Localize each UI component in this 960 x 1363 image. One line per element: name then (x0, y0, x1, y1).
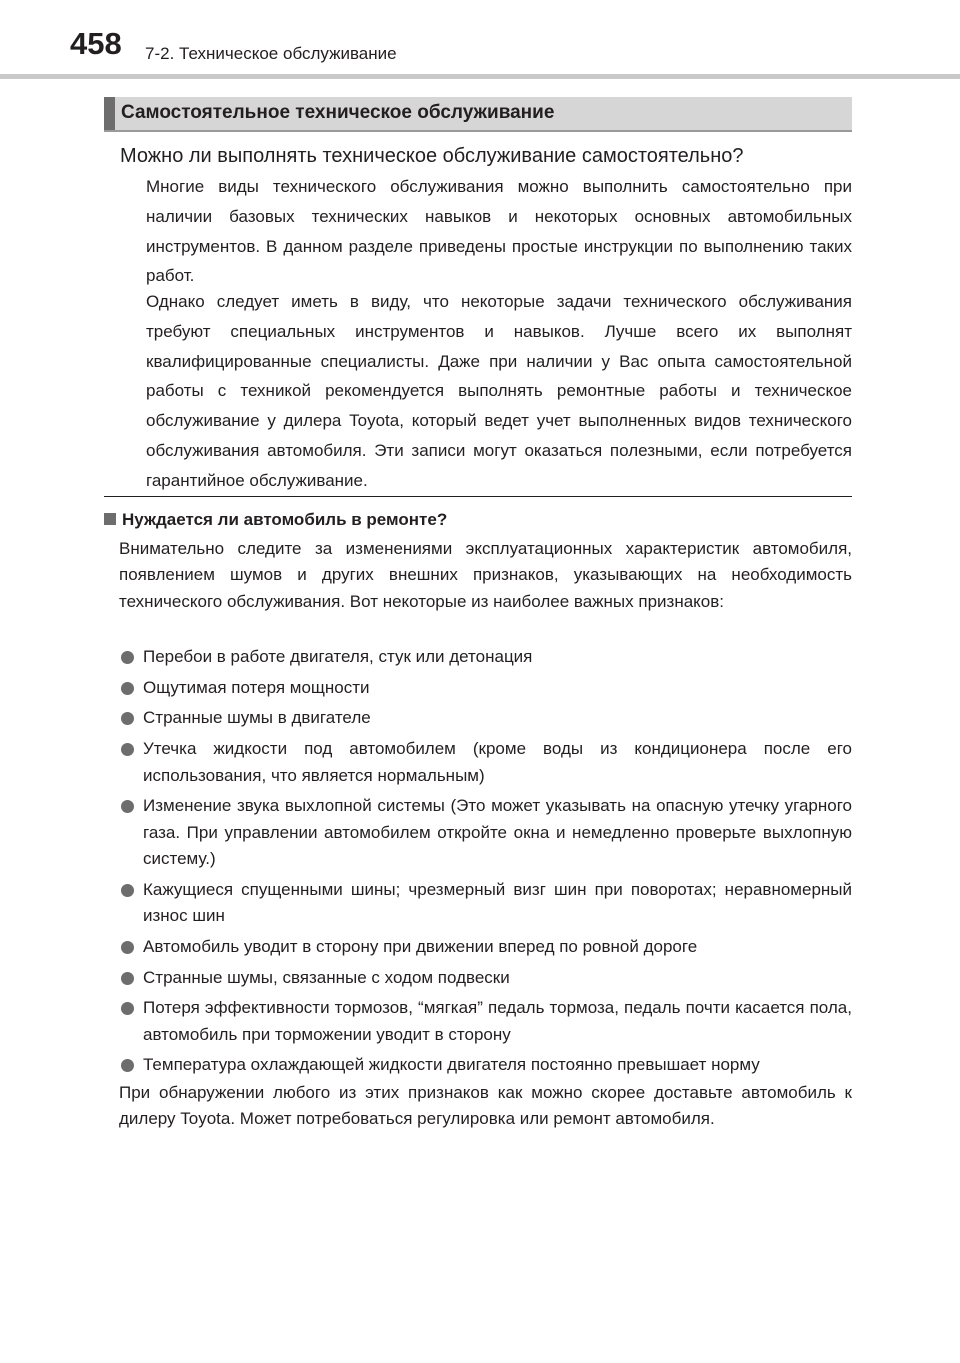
section-bar-marker (104, 97, 115, 130)
circle-bullet-icon (121, 712, 134, 725)
symptom-text: Температура охлаждающей жидкости двигателя постоянно превышает норму (143, 1055, 760, 1075)
symptom-text: Странные шумы в двигателе (143, 708, 371, 728)
chapter-title: 7-2. Техническое обслуживание (145, 44, 397, 63)
symptom-text: Утечка жидкости под автомобилем (кроме воды из кондиционера после его использования, что является нормальным) (143, 739, 852, 785)
circle-bullet-icon (121, 884, 134, 897)
symptom-text: Кажущиеся спущенными шины; чрезмерный визг шин при поворотах; неравномерный износ шин (143, 879, 852, 926)
section-title-bar (104, 97, 852, 132)
circle-bullet-icon (121, 1002, 134, 1015)
circle-bullet-icon (121, 800, 134, 813)
symptom-text: Потеря эффективности тормозов, “мягкая” педаль тормоза, педаль почти касается пола, автомобиль при торможении уводит в сторону (143, 998, 852, 1044)
intro-question: Можно ли выполнять техническое обслуживание самостоятельно? (120, 145, 744, 167)
page-header (0, 0, 960, 80)
intro-paragraph: Однако следует иметь в виду, что некоторые задачи технического обслуживания требуют специальных инструментов и навыков. Лучше всего их выполнят квалифицированные специалисты. Даже при наличии у Вас опыта самостоятельной работы с техникой рекомендуется выполнять ремонтные работы и техническое обслуживание у дилера Toyota, который ведет учет выполненных видов технического обслуживания автомобиля. Эти записи могут оказаться полезными, если потребуется гарантийное обслуживание. (146, 292, 852, 490)
symptom-text: Автомобиль уводит в сторону при движении вперед по ровной дороге (143, 936, 698, 956)
symptom-list (119, 644, 852, 1083)
list-item (119, 1052, 852, 1078)
list-item (119, 877, 852, 930)
symptom-text: Ощутимая потеря мощности (143, 677, 370, 697)
list-item (119, 736, 852, 789)
symptom-text: Перебои в работе двигателя, стук или детонация (143, 647, 533, 666)
symptom-text: Изменение звука выхлопной системы (Это может указывать на опасную утечку угарного газа. При управлении автомобилем откройте окна и немедленно проверьте выхлопную систему.) (143, 796, 852, 869)
circle-bullet-icon (121, 682, 134, 695)
header-rule (0, 74, 960, 79)
list-item (119, 793, 852, 872)
section-divider (104, 496, 852, 497)
repair-heading (104, 510, 447, 530)
list-item (119, 675, 852, 701)
list-item (119, 995, 852, 1048)
list-item (119, 934, 852, 960)
circle-bullet-icon (121, 1059, 134, 1072)
circle-bullet-icon (121, 972, 134, 985)
page-number: 458 (70, 26, 122, 61)
list-item (119, 705, 852, 731)
circle-bullet-icon (121, 743, 134, 756)
repair-intro: Внимательно следите за изменениями эксплуатационных характеристик автомобиля, появлением шумов и других внешних признаков, указывающих на необходимость технического обслуживания. Вот некоторые из наиболее важных признаков: (119, 539, 852, 611)
list-item (119, 965, 852, 991)
list-item (119, 644, 852, 670)
square-bullet-icon (104, 513, 116, 525)
symptom-text: Странные шумы, связанные с ходом подвески (143, 967, 510, 987)
circle-bullet-icon (121, 651, 134, 664)
repair-outro: При обнаружении любого из этих признаков как можно скорее доставьте автомобиль к дилеру Toyota. Может потребоваться регулировка или ремонт автомобиля. (119, 1083, 852, 1129)
intro-paragraph: Многие виды технического обслуживания можно выполнить самостоятельно при наличии базовых технических навыков и некоторых основных автомобильных инструментов. В данном разделе приведены простые инструкции по выполнению таких работ. (146, 177, 852, 286)
repair-heading-text: Нуждается ли автомобиль в ремонте? (122, 510, 448, 529)
circle-bullet-icon (121, 941, 134, 954)
section-title: Самостоятельное техническое обслуживание (121, 102, 555, 123)
